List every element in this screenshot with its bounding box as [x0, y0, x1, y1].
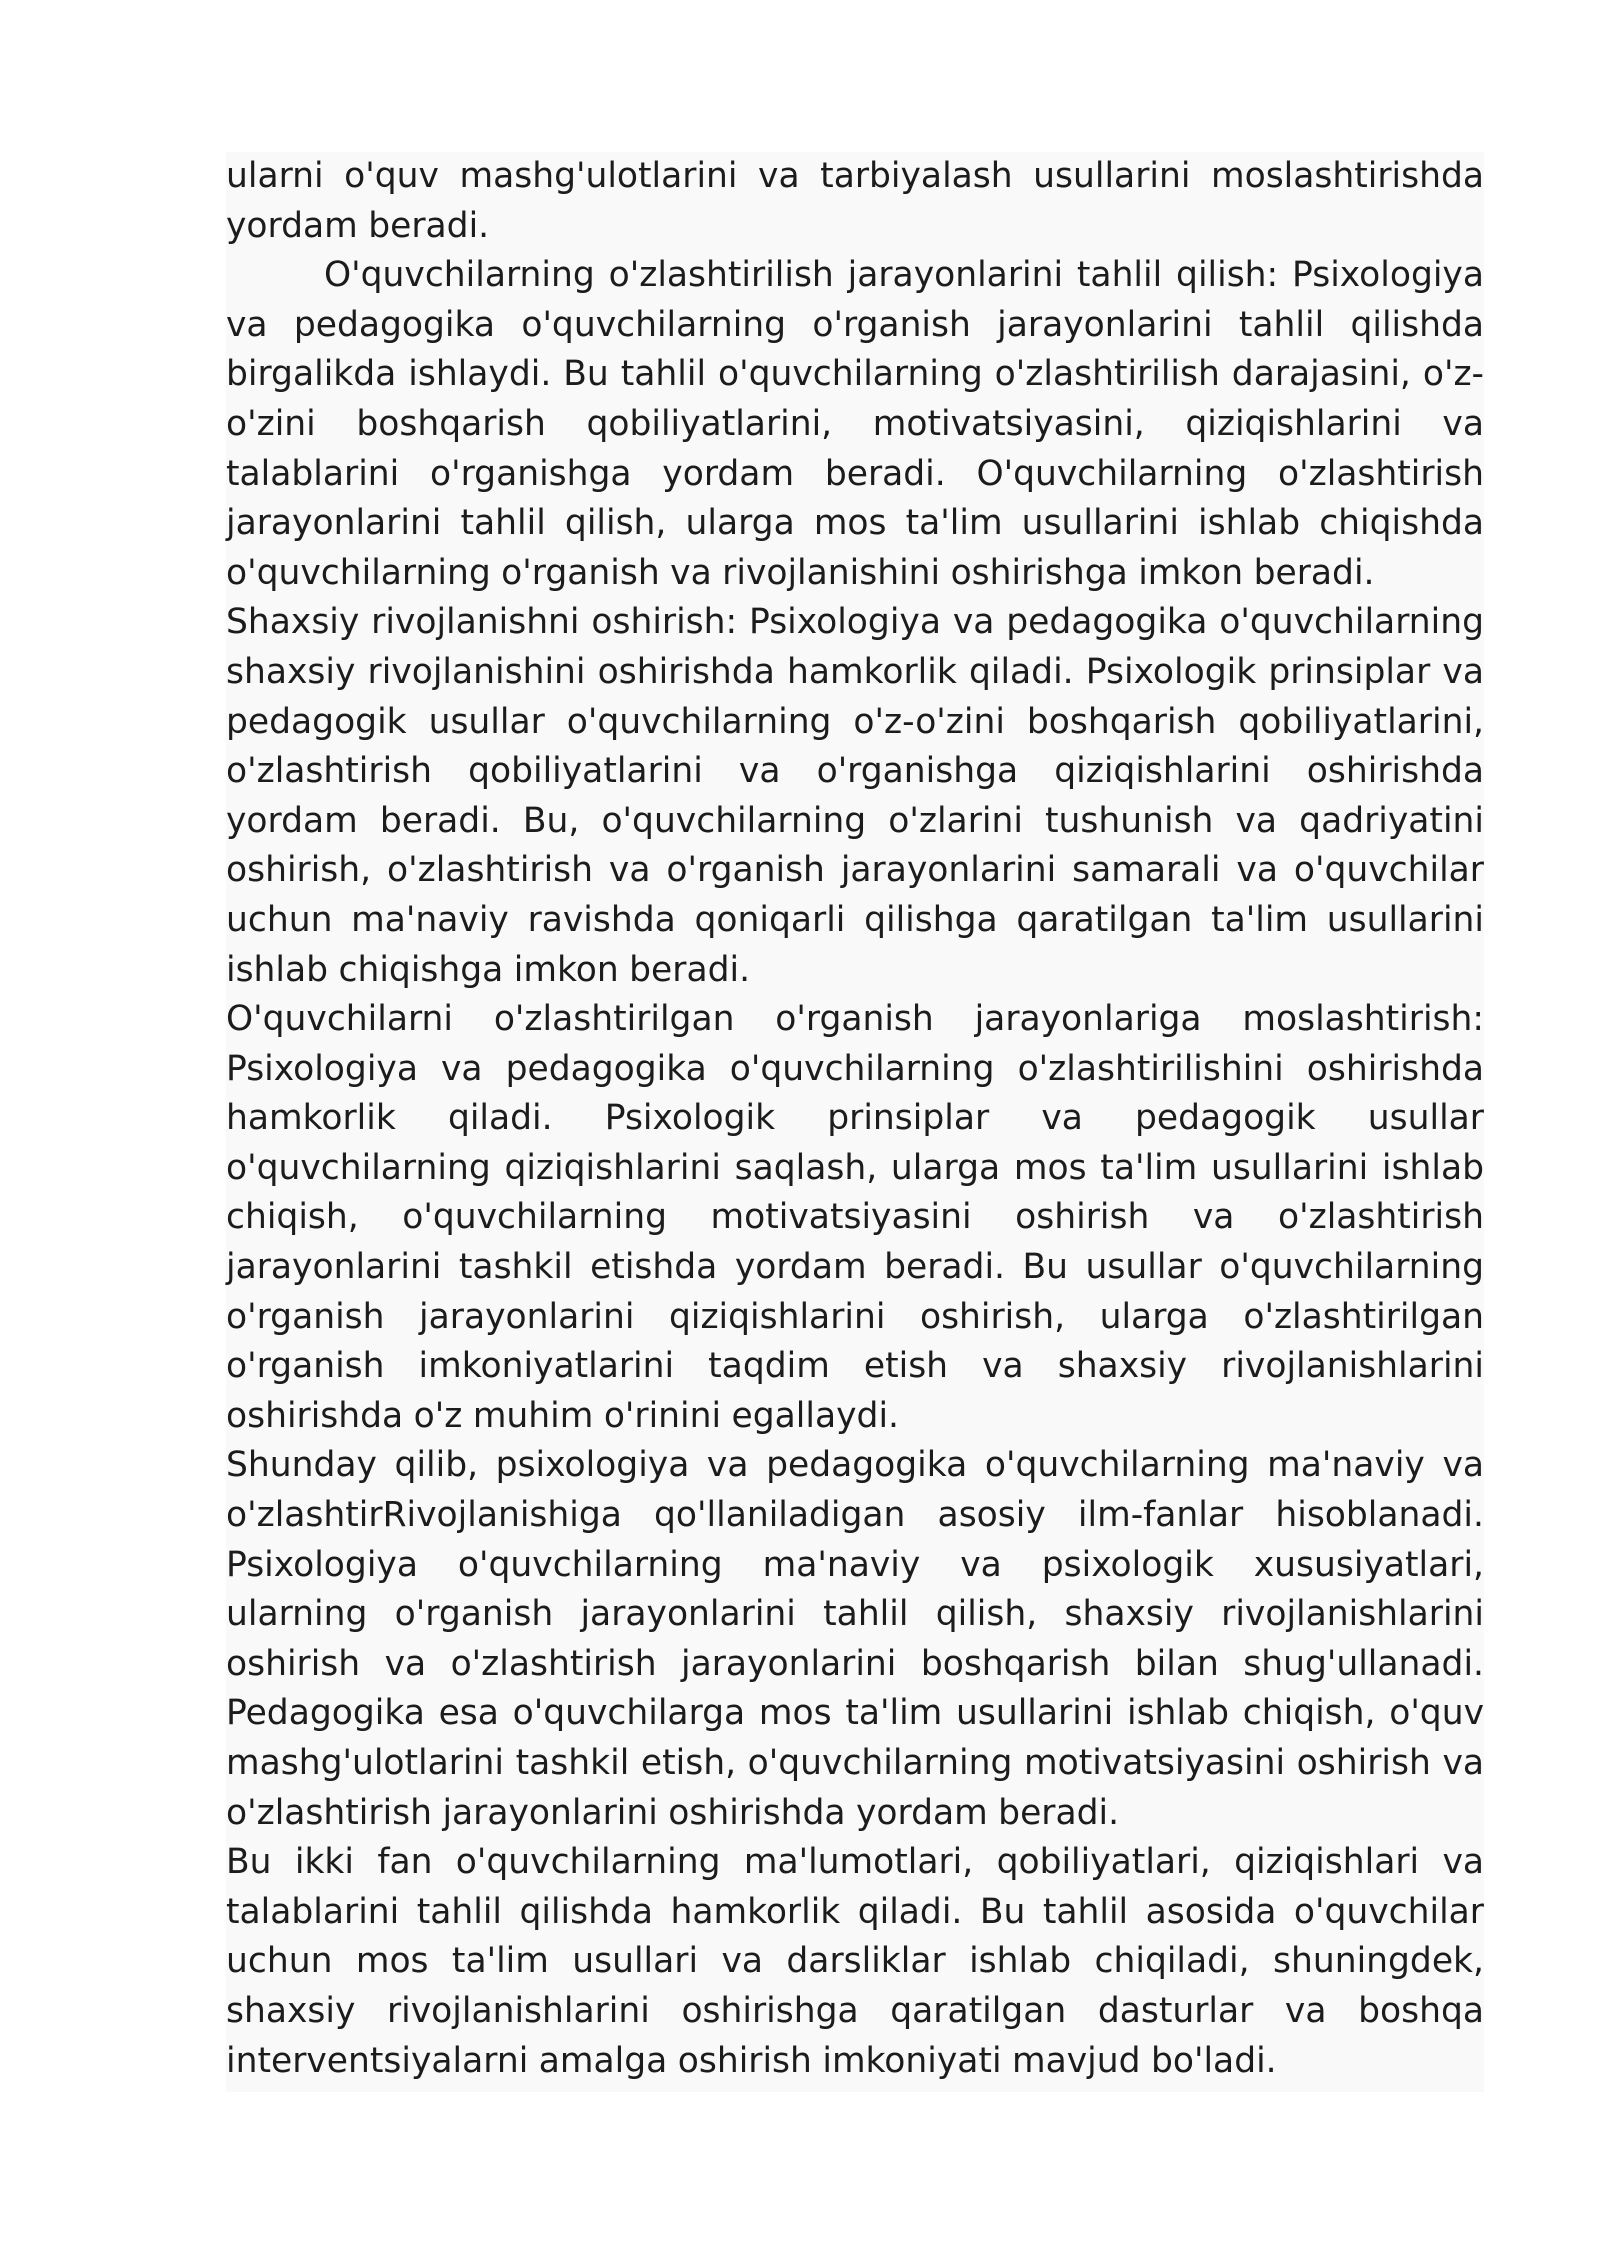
paragraph-4: O'quvchilarni o'zlashtirilgan o'rganish jarayonlariga moslashtirish: Psixologiya va pedagogika o'quvchilarning o'zlashtirilishini oshirishda hamkorlik qiladi. Psixologik prinsiplar va pedagogik usullar o'quvchilarning qiziqishlarini saqlash, ularga mos ta'lim usullarini ishlab chiqish, o'quvchilarning motivatsiyasini oshirish va o'zlashtirish jarayonlarini tashkil etishda yordam beradi. Bu usullar o'quvchilarning o'rganish jarayonlarini qiziqishlarini oshirish, ularga o'zlashtirilgan o'rganish imkoniyatlarini taqdim etish va shaxsiy rivojlanishlarini oshirishda o'z muhim o'rinini egallaydi.: [226, 999, 1484, 1436]
paragraph-3: Shaxsiy rivojlanishni oshirish: Psixologiya va pedagogika o'quvchilarning shaxsiy rivojlanishini oshirishda hamkorlik qiladi. Psixologik prinsiplar va pedagogik usullar o'quvchilarning o'z-o'zini boshqarish qobiliyatlarini, o'zlashtirish qobiliyatlarini va o'rganishga qiziqishlarini oshirishda yordam beradi. Bu, o'quvchilarning o'zlarini tushunish va qadriyatini oshirish, o'zlashtirish va o'rganish jarayonlarini samarali va o'quvchilar uchun ma'naviy ravishda qoniqarli qilishga qaratilgan ta'lim usullarini ishlab chiqishga imkon beradi.: [226, 602, 1484, 990]
paragraph-2: O'quvchilarning o'zlashtirilish jarayonlarini tahlil qilish: Psixologiya va pedagogika o'quvchilarning o'rganish jarayonlarini tahlil qilishda birgalikda ishlaydi. Bu tahlil o'quvchilarning o'zlashtirilish darajasini, o'z-o'zini boshqarish qobiliyatlarini, motivatsiyasini, qiziqishlarini va talablarini o'rganishga yordam beradi. O'quvchilarning o'zlashtirish jarayonlarini tahlil qilish, ularga mos ta'lim usullarini ishlab chiqishda o'quvchilarning o'rganish va rivojlanishini oshirishga imkon beradi.: [226, 255, 1484, 593]
paragraph-5: Shunday qilib, psixologiya va pedagogika o'quvchilarning ma'naviy va o'zlashtirRivojlanishiga qo'llaniladigan asosiy ilm-fanlar hisoblanadi. Psixologiya o'quvchilarning ma'naviy va psixologik xususiyatlari, ularning o'rganish jarayonlarini tahlil qilish, shaxsiy rivojlanishlarini oshirish va o'zlashtirish jarayonlarini boshqarish bilan shug'ullanadi. Pedagogika esa o'quvchilarga mos ta'lim usullarini ishlab chiqish, o'quv mashg'ulotlarini tashkil etish, o'quvchilarning motivatsiyasini oshirish va o'zlashtirish jarayonlarini oshirishda yordam beradi.: [226, 1445, 1484, 1833]
document-body: [226, 152, 1484, 2092]
paragraph-6: Bu ikki fan o'quvchilarning ma'lumotlari, qobiliyatlari, qiziqishlari va talablarini tahlil qilishda hamkorlik qiladi. Bu tahlil asosida o'quvchilar uchun mos ta'lim usullari va darsliklar ishlab chiqiladi, shuningdek, shaxsiy rivojlanishlarini oshirishga qaratilgan dasturlar va boshqa interventsiyalarni amalga oshirish imkoniyati mavjud bo'ladi.: [226, 1842, 1484, 2081]
paragraph-1: ularni o'quv mashg'ulotlarini va tarbiyalash usullarini moslashtirishda yordam beradi.: [226, 156, 1484, 246]
